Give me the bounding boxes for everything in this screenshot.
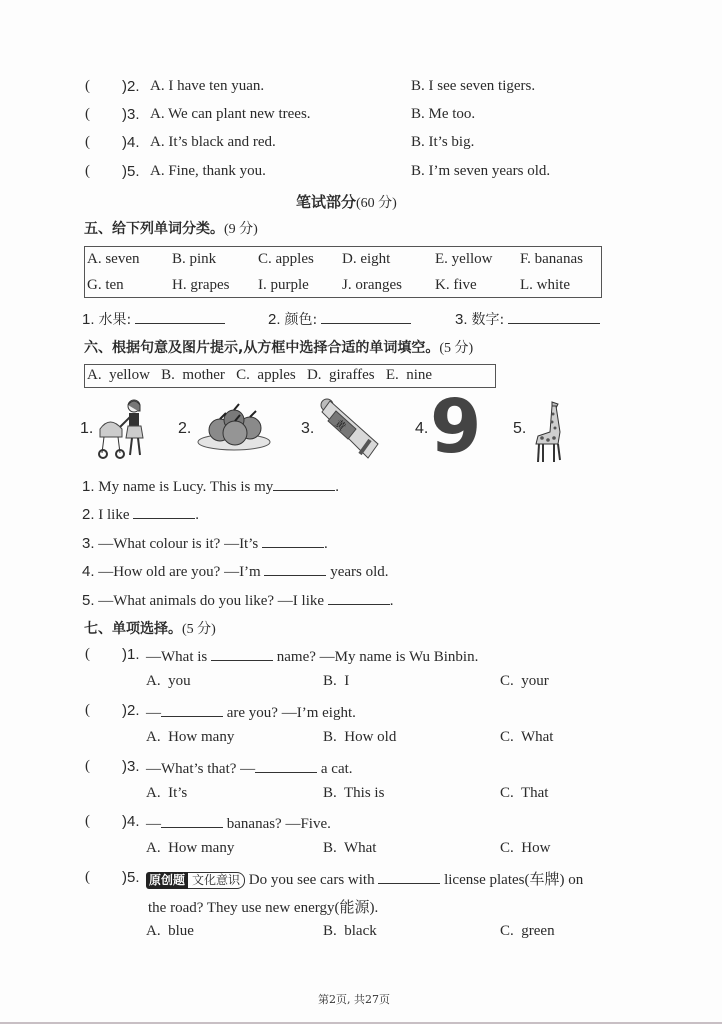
word-option: C. apples <box>258 251 314 267</box>
question-stem: —What is <box>146 649 211 665</box>
word-option: A. seven <box>87 251 140 267</box>
choice-b[interactable]: B. I <box>323 673 350 689</box>
answer-blank[interactable] <box>273 476 335 491</box>
question-number: )3. <box>122 758 140 775</box>
answer-blank[interactable] <box>135 309 225 324</box>
word-option: G. ten <box>87 277 124 293</box>
answer-blank[interactable] <box>508 309 600 324</box>
word-bank-box <box>84 246 602 298</box>
answer-paren[interactable]: ( <box>85 106 90 122</box>
category-number: 3. <box>455 311 468 328</box>
category-label: 数字: <box>471 312 505 328</box>
cultural-awareness-badge: 文化意识 <box>188 872 245 889</box>
sentence-text: . <box>195 507 200 523</box>
item-number: )3. <box>122 106 140 123</box>
question-number: )5. <box>122 869 140 886</box>
answer-blank[interactable] <box>255 758 317 773</box>
heading-text: 六、根据句意及图片提示,从方框中选择合适的单词填空。 <box>84 340 440 356</box>
sentence-text: . <box>389 593 394 609</box>
original-question-badge: 原创题 <box>146 872 188 889</box>
fill-sentence <box>82 476 339 496</box>
title-points: (60 分) <box>356 196 397 211</box>
word-option: F. bananas <box>520 251 583 267</box>
option-a: A. Fine, thank you. <box>150 163 266 179</box>
sentence-number: 3. <box>82 535 95 552</box>
yellow-paint-tube-icon <box>318 396 386 462</box>
fill-sentence <box>82 561 389 581</box>
question-stem: — <box>146 816 161 832</box>
word-option: L. white <box>520 277 570 293</box>
category-colour <box>268 309 411 329</box>
answer-paren[interactable]: ( <box>85 646 90 662</box>
question-text <box>146 702 356 722</box>
question-stem: name? —My name is Wu Binbin. <box>273 649 479 665</box>
answer-blank[interactable] <box>133 504 195 519</box>
section7-heading <box>84 618 216 638</box>
choice-a[interactable]: A. It’s <box>146 785 188 801</box>
picture-number: 3. <box>301 420 315 437</box>
question-text <box>146 813 331 833</box>
picture-number: 4. <box>415 420 429 437</box>
heading-points: (9 分) <box>224 222 258 237</box>
sentence-number: 5. <box>82 592 95 609</box>
heading-text: 五、给下列单词分类。 <box>84 221 224 237</box>
question-stem: license plates(车牌) on <box>440 872 584 888</box>
sentence-text: —What colour is it? —It’s <box>98 536 262 552</box>
question-number: )1. <box>122 646 140 663</box>
answer-paren[interactable]: ( <box>85 134 90 150</box>
sentence-text: . <box>323 536 328 552</box>
choice-a[interactable]: A. blue <box>146 923 194 939</box>
answer-blank[interactable] <box>321 309 411 324</box>
sentence-number: 2. <box>82 506 95 523</box>
question-stem: —What’s that? — <box>146 761 256 777</box>
choice-a[interactable]: A. How many <box>146 840 235 856</box>
apples-on-plate-icon <box>196 402 272 452</box>
fill-sentence <box>82 590 394 610</box>
answer-blank[interactable] <box>328 590 390 605</box>
word-option: J. oranges <box>342 277 402 293</box>
sentence-text: years old. <box>326 564 389 580</box>
choice-b[interactable]: B. black <box>323 923 377 939</box>
sentence-number: 4. <box>82 563 95 580</box>
answer-paren[interactable]: ( <box>85 78 90 94</box>
question-number: )4. <box>122 813 140 830</box>
answer-paren[interactable]: ( <box>85 758 90 774</box>
picture-number: 1. <box>80 420 94 437</box>
fill-sentence <box>82 533 328 553</box>
option-b: B. It’s big. <box>411 134 475 150</box>
sentence-number: 1. <box>82 478 95 495</box>
choice-b[interactable]: B. This is <box>323 785 385 801</box>
question-stem: bananas? —Five. <box>223 816 331 832</box>
answer-paren[interactable]: ( <box>85 163 90 179</box>
sentence-text: —What animals do you like? —I like <box>98 593 328 609</box>
heading-points: (5 分) <box>439 341 474 356</box>
answer-paren[interactable]: ( <box>85 869 90 885</box>
answer-blank[interactable] <box>161 813 223 828</box>
tube-label: 黄 <box>332 418 348 434</box>
answer-blank[interactable] <box>211 646 273 661</box>
question-stem: — <box>146 705 161 721</box>
answer-blank[interactable] <box>378 869 440 884</box>
category-fruit <box>82 309 225 329</box>
choice-c[interactable]: C. How <box>500 840 551 856</box>
option-a: A. We can plant new trees. <box>150 106 311 122</box>
word-option: I. purple <box>258 277 309 293</box>
word-option: H. grapes <box>172 277 230 293</box>
option-b: B. I’m seven years old. <box>411 163 551 179</box>
item-number: )4. <box>122 134 140 151</box>
answer-paren[interactable]: ( <box>85 702 90 718</box>
choice-a[interactable]: A. you <box>146 673 191 689</box>
answer-blank[interactable] <box>264 561 326 576</box>
item-number: )2. <box>122 78 140 95</box>
sentence-text: I like <box>98 507 134 523</box>
category-number: 1. <box>82 311 95 328</box>
options-text: A. yellow B. mother C. apples D. giraffes E. nine <box>87 367 433 383</box>
question-stem: are you? —I’m eight. <box>223 705 356 721</box>
category-number-words <box>455 309 600 329</box>
word-option: K. five <box>435 277 477 293</box>
category-number: 2. <box>268 311 281 328</box>
heading-text: 七、单项选择。 <box>84 621 182 637</box>
answer-paren[interactable]: ( <box>85 813 90 829</box>
sentence-text: . <box>335 479 340 495</box>
giraffe-icon <box>530 398 566 466</box>
question-text <box>146 868 583 889</box>
fill-sentence <box>82 504 199 524</box>
question-stem: a cat. <box>317 761 353 777</box>
written-part-title <box>296 191 397 212</box>
option-b: B. Me too. <box>411 106 476 122</box>
section6-heading <box>84 337 473 357</box>
section5-heading <box>84 218 258 238</box>
mother-with-stroller-icon <box>96 397 152 461</box>
picture-number: 2. <box>178 420 192 437</box>
option-b: B. I see seven tigers. <box>411 78 536 94</box>
choice-c[interactable]: C. your <box>500 673 549 689</box>
title-text: 笔试部分 <box>296 193 357 211</box>
choice-c[interactable]: C. That <box>500 785 549 801</box>
number-nine-icon: 9 <box>430 384 482 470</box>
choice-a[interactable]: A. How many <box>146 729 235 745</box>
question-number: )2. <box>122 702 140 719</box>
sentence-text: —How old are you? —I’m <box>98 564 265 580</box>
word-option: D. eight <box>342 251 391 267</box>
heading-points: (5 分) <box>182 622 216 637</box>
option-a: A. I have ten yuan. <box>150 78 265 94</box>
picture-number: 5. <box>513 420 527 437</box>
word-option: E. yellow <box>435 251 493 267</box>
sentence-text: My name is Lucy. This is my <box>98 479 274 495</box>
option-a: A. It’s black and red. <box>150 134 276 150</box>
item-number: )5. <box>122 163 140 180</box>
category-label: 水果: <box>98 312 132 328</box>
question-stem-continued: the road? They use new energy(能源). <box>148 900 379 916</box>
choice-b[interactable]: B. How old <box>323 729 397 745</box>
category-label: 颜色: <box>284 312 318 328</box>
question-text <box>146 758 353 778</box>
question-text <box>146 646 478 666</box>
word-option: B. pink <box>172 251 217 267</box>
choice-b[interactable]: B. What <box>323 840 377 856</box>
answer-blank[interactable] <box>161 702 223 717</box>
answer-blank[interactable] <box>262 533 324 548</box>
choice-c[interactable]: C. What <box>500 729 554 745</box>
question-stem: Do you see cars with <box>245 872 379 888</box>
page-indicator: 第2页, 共27页 <box>318 993 390 1006</box>
choice-c[interactable]: C. green <box>500 923 555 939</box>
